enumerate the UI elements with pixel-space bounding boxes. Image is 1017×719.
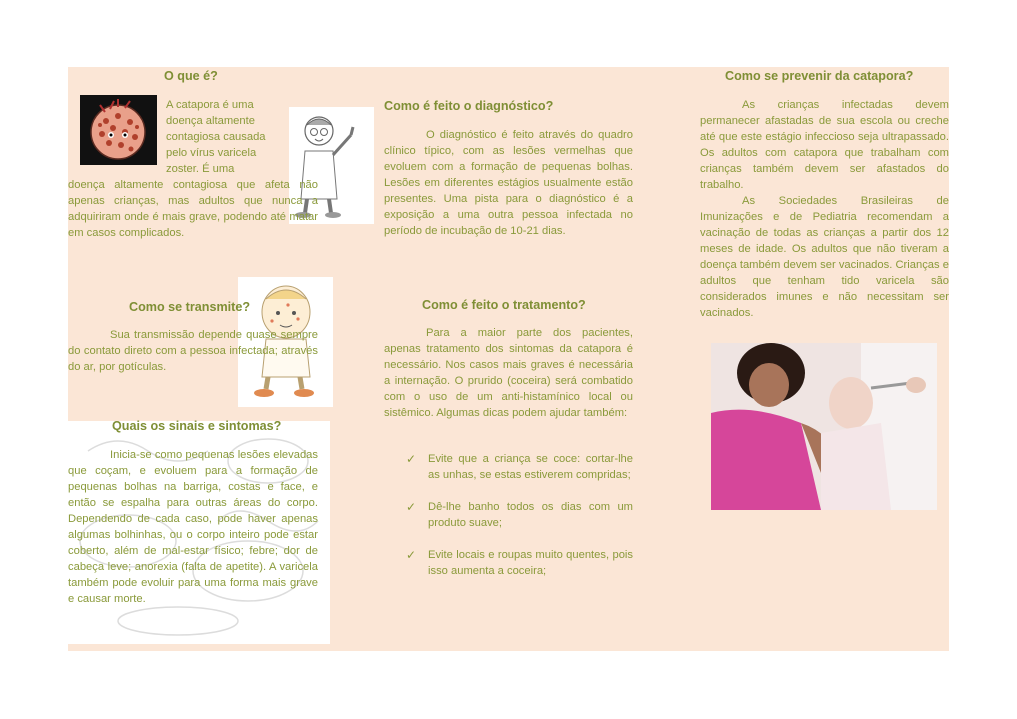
what-line: zoster. É uma (166, 163, 235, 175)
checkmark-icon: ✓ (406, 452, 417, 466)
transmission-heading: Como se transmite? (129, 300, 251, 314)
prevention-heading: Como se prevenir da catapora? (725, 69, 914, 83)
checkmark-icon: ✓ (406, 548, 417, 562)
transmission-text: Sua transmissão depende quase sempre do contato direto com a pessoa infectada; através do ar, por gotículas. (68, 329, 318, 373)
prevention-text-1: As crianças infectadas devem permanecer afastadas de sua escola ou creche até que este estágio infeccioso seja ultrapassado. Os adultos com catapora que trabalham com crianças também devem ser afastados do trabalho. (700, 99, 949, 191)
what-line: A catapora é uma (166, 99, 254, 111)
child-vaccination-photo (711, 343, 937, 510)
what-line: doença altamente (166, 115, 255, 127)
what-line: pelo vírus varicela (166, 147, 257, 159)
what-is-text: doença altamente contagiosa que afeta não apenas crianças, mas adultos que nunca a adquiriram onde é mais grave, podendo até matar em casos complicados. (68, 179, 318, 239)
varicella-virus-image (80, 95, 157, 165)
treatment-text: Para a maior parte dos pacientes, apenas tratamento dos sintomas da catapora é necessário. Nos casos mais graves é necessária a internação. O prurido (coceira) será combatido com o uso de um anti-histamínico local ou sistêmico. Algumas dicas podem ajudar também: (384, 327, 633, 419)
diagnosis-text: O diagnóstico é feito através do quadro clínico típico, com as lesões vermelhas que evoluem com a formação de pequenas bolhas. Lesões em diferentes estágios usualmente estão presentes. Uma pista para o diagnóstico é a exposição a uma outra pessoa infectada no período de incubação de 10-21 dias. (384, 129, 633, 237)
what-is-heading: O que é? (164, 69, 218, 83)
symptoms-text: Inicia-se como pequenas lesões elevadas que coçam, e evoluem para a formação de pequenas bolhas na barriga, costas e face, e então se espalha para outras áreas do corpo. Dependendo de cada caso, pode haver apenas algumas bolhinhas, ou o corpo inteiro pode estar coberto, além de mal-estar físico; febre; dor de cabeça leve; anorexia (falta de apetite). A varicela também pode evoluir para uma forma mais grave e causar morte. (68, 449, 318, 605)
prevention-text-2: As Sociedades Brasileiras de Imunizações e de Pediatria recomendam a vacinação de todas as crianças a partir dos 12 meses de idade. Os adultos que não tiveram a doença também devem ser vacinados. Crianças e adultos que tenham tido varicela são considerados imunes e não necessitam ser vacinados. (700, 195, 949, 319)
list-item: ✓ Evite que a criança se coce: cortar-lhe as unhas, se estas estiverem compridas; (406, 452, 633, 481)
list-item: ✓ Evite locais e roupas muito quentes, pois isso aumenta a coceira; (406, 548, 633, 577)
symptoms-heading: Quais os sinais e sintomas? (112, 419, 282, 433)
what-line: contagiosa causada (166, 131, 266, 143)
checkmark-icon: ✓ (406, 500, 417, 514)
treatment-heading: Como é feito o tratamento? (422, 298, 586, 312)
diagnosis-heading: Como é feito o diagnóstico? (384, 99, 554, 113)
what-is-intro (166, 97, 278, 177)
treatment-tips-list (384, 451, 633, 595)
list-item: ✓ Dê-lhe banho todos os dias com um produto suave; (406, 500, 633, 529)
